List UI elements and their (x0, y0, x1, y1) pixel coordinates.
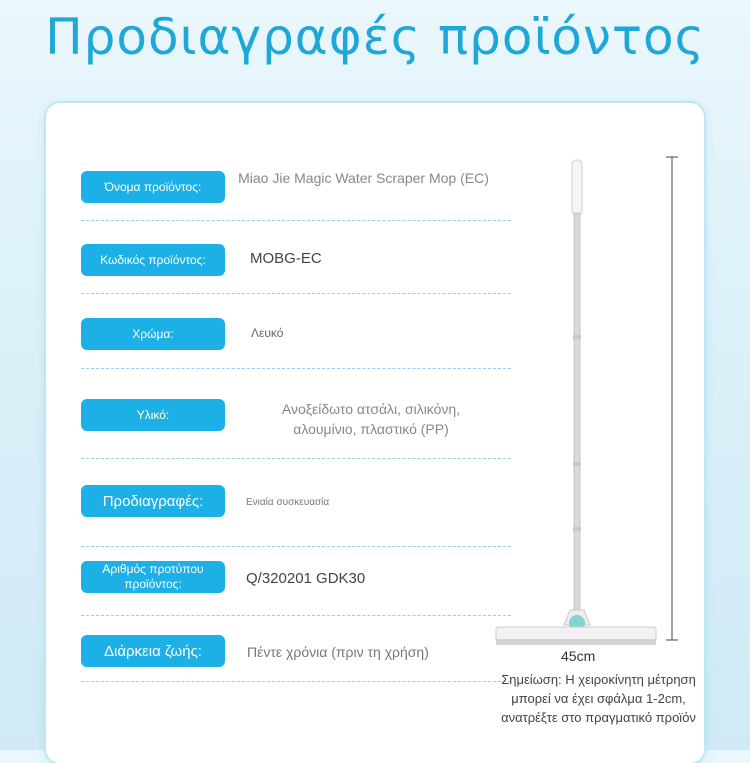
value-standard-number: Q/320201 GDK30 (246, 570, 366, 587)
page-title: Προδιαγραφές προϊόντος (45, 8, 705, 66)
mop-squeegee (496, 639, 656, 645)
value-specifications: Ενιαία συσκευασία (246, 497, 330, 508)
handle-grip (572, 160, 582, 215)
measurement-note: Σημείωση: Η χειροκίνητη μέτρηση μπορεί να έχει σφάλμα 1-2cm, ανατρέξτε στο πραγματικό προϊόν (501, 672, 696, 725)
mop-illustration (486, 155, 696, 675)
pole-joint (573, 462, 581, 466)
value-lifespan: Πέντε χρόνια (πριν τη χρήση) (247, 644, 429, 660)
value-product-code: MOBG-EC (250, 250, 322, 267)
label-color: Χρώμα: (81, 318, 225, 350)
spec-card (46, 103, 704, 763)
separator (81, 681, 511, 682)
separator (81, 220, 511, 221)
mop-head (496, 627, 656, 641)
label-specifications: Προδιαγραφές: (81, 485, 225, 517)
pole-joint (573, 335, 581, 339)
value-color: Λευκό (251, 326, 284, 340)
separator (81, 293, 511, 294)
value-material: Ανοξείδωτο ατσάλι, σιλικόνη, αλουμίνιο, πλαστικό (PP) (281, 401, 461, 437)
label-lifespan: Διάρκεια ζωής: (81, 635, 225, 667)
value-product-name: Miao Jie Magic Water Scraper Mop (EC) (238, 170, 489, 186)
separator (81, 546, 511, 547)
label-product-name: Όνομα προϊόντος: (81, 171, 225, 203)
label-standard-number: Αριθμός προτύπου προϊόντος: (81, 561, 225, 593)
separator (81, 368, 511, 369)
label-product-code: Κωδικός προϊόντος: (81, 244, 225, 276)
separator (81, 458, 511, 459)
label-material: Υλικό: (81, 399, 225, 431)
separator (81, 615, 511, 616)
pole-joint (573, 527, 581, 531)
mop-pole (574, 213, 580, 613)
width-dimension-label: 45cm (561, 648, 596, 664)
